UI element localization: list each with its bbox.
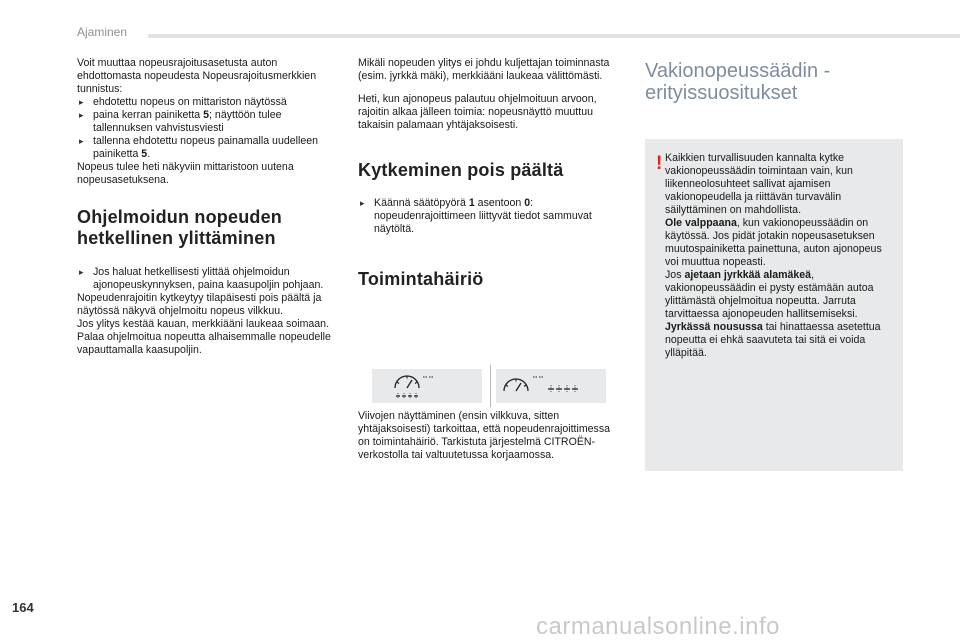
warning-para-2 (665, 217, 895, 269)
warning-text (665, 152, 895, 360)
bullet-text: asentoon (474, 197, 525, 209)
warning-text: , kun vakionopeussäädin on käytössä. Jos pidät jotakin nopeusasetuksen muutospainiketta painettuna, auton ajonopeus voi muuttua nopeasti. (665, 217, 882, 268)
speedometer-dashes-icon (372, 369, 482, 403)
bullet-text: Jos haluat hetkellisesti ylittää ohjelmoidun ajonopeuskynnyksen, paina kaasupoljin pohjaan. (93, 266, 324, 291)
override-para-1: Nopeudenrajoitin kytkeytyy tilapäisesti pois päältä ja näytössä näkyvä ohjelmoitu nopeus vilkkuu. (77, 292, 322, 317)
malfunction-text (358, 410, 620, 472)
step-text: tallenna ehdotettu nopeus painamalla uudelleen painiketta (93, 135, 319, 160)
display-figure-flashing (372, 369, 482, 403)
bold-text: Ole valppaana (665, 217, 737, 229)
step-item-2 (77, 109, 335, 135)
speedometer-dashes-icon (496, 369, 606, 403)
warning-text: , vakionopeussäädin ei pysty estämään autoa ylittämästä ohjelmoitua nopeutta. Jarruta tarvittaessa ajonopeuden hallitsemiseksi. (665, 269, 874, 320)
heading-override: Ohjelmoidun nopeuden hetkellinen ylittäminen (77, 207, 282, 248)
display-figure-steady (496, 369, 606, 403)
button-number: 5 (141, 148, 148, 160)
paragraph-1: Mikäli nopeuden ylitys ei johdu kuljettajan toiminnasta (esim. jyrkkä mäki), merkkiääni laukeaa välittömästi. (358, 57, 610, 82)
warning-text: Jos (665, 269, 685, 281)
step-text: . (147, 148, 151, 160)
bullet-text: Käännä säätöpyörä (374, 197, 469, 209)
heading-switch-off: Kytkeminen pois päältä (358, 160, 564, 180)
column-right (645, 60, 903, 104)
paragraph-3: Viivojen näyttäminen (ensin vilkkuva, sitten yhtäjaksoisesti) tarkoittaa, että nopeudenrajoittimessa on toimintahäiriö. Tarkistuta järjestelmä CITROËN-verkostolla tai valtuutetussa korjaamossa. (358, 410, 611, 461)
override-para-3: Palaa ohjelmoitua nopeutta alhaisemmalle nopeudelle vapauttamalla kaasupoljin. (77, 331, 331, 356)
warning-para-1: Kaikkien turvallisuuden kannalta kytke vakionopeussäädin toimintaan vain, kun liikenneolosuhteet sallivat ajamisen vakionopeudella ja riittävän turvavälin säilyttäminen on mahdollista. (665, 152, 853, 216)
paragraph-2: Heti, kun ajonopeus palautuu ohjelmoituun arvoon, rajoitin alkaa jälleen toimia: nopeusnäyttö muuttuu takaisin palamaan yhtäjaksoisesti. (358, 93, 597, 131)
step-item-3 (77, 135, 335, 161)
warning-icon: ! (656, 153, 663, 174)
warning-box (645, 139, 903, 471)
override-bullet (77, 266, 335, 292)
intro-paragraph: Voit muuttaa nopeusrajoitusasetusta auton ehdottomasta nopeudesta Nopeusrajoitusmerkkien tunnistus: (77, 57, 317, 95)
column-middle (358, 57, 620, 290)
bold-text: ajetaan jyrkkää alamäkeä (684, 269, 812, 281)
warning-para-3 (665, 269, 895, 321)
warning-text: tai hinattaessa asetettua nopeutta ei ehkä saavuteta tai sitä ei voida ylläpitää. (665, 321, 881, 359)
outro-paragraph: Nopeus tulee heti näkyviin mittaristoon uutena nopeusasetuksena. (77, 161, 294, 186)
override-para-2: Jos ylitys kestää kauan, merkkiääni laukeaa soimaan. (77, 318, 330, 330)
step-text: ; näyttöön tulee tallennuksen vahvistusviesti (93, 109, 282, 134)
position-number: 0 (524, 197, 531, 209)
step-text: ehdotettu nopeus on mittariston näytössä (93, 96, 287, 108)
header-divider (148, 34, 960, 38)
heading-cruise-control: Vakionopeussäädin - erityissuositukset (645, 60, 831, 104)
page-number: 164 (12, 600, 34, 615)
bullet-text: : nopeudenrajoittimeen liittyvät tiedot sammuvat näytöltä. (374, 197, 592, 235)
bold-text: Jyrkässä nousussa (665, 321, 763, 333)
watermark: carmanualsonline.info (536, 613, 780, 640)
heading-malfunction: Toimintahäiriö (358, 269, 484, 289)
step-text: paina kerran painiketta (93, 109, 204, 121)
warning-para-4 (665, 321, 895, 360)
column-left (77, 57, 335, 357)
switch-off-bullet (358, 197, 620, 236)
figure-divider (490, 365, 491, 407)
step-item-1 (77, 96, 335, 109)
button-number: 5 (203, 109, 210, 121)
wheel-number: 1 (468, 197, 475, 209)
section-title: Ajaminen (77, 25, 128, 39)
